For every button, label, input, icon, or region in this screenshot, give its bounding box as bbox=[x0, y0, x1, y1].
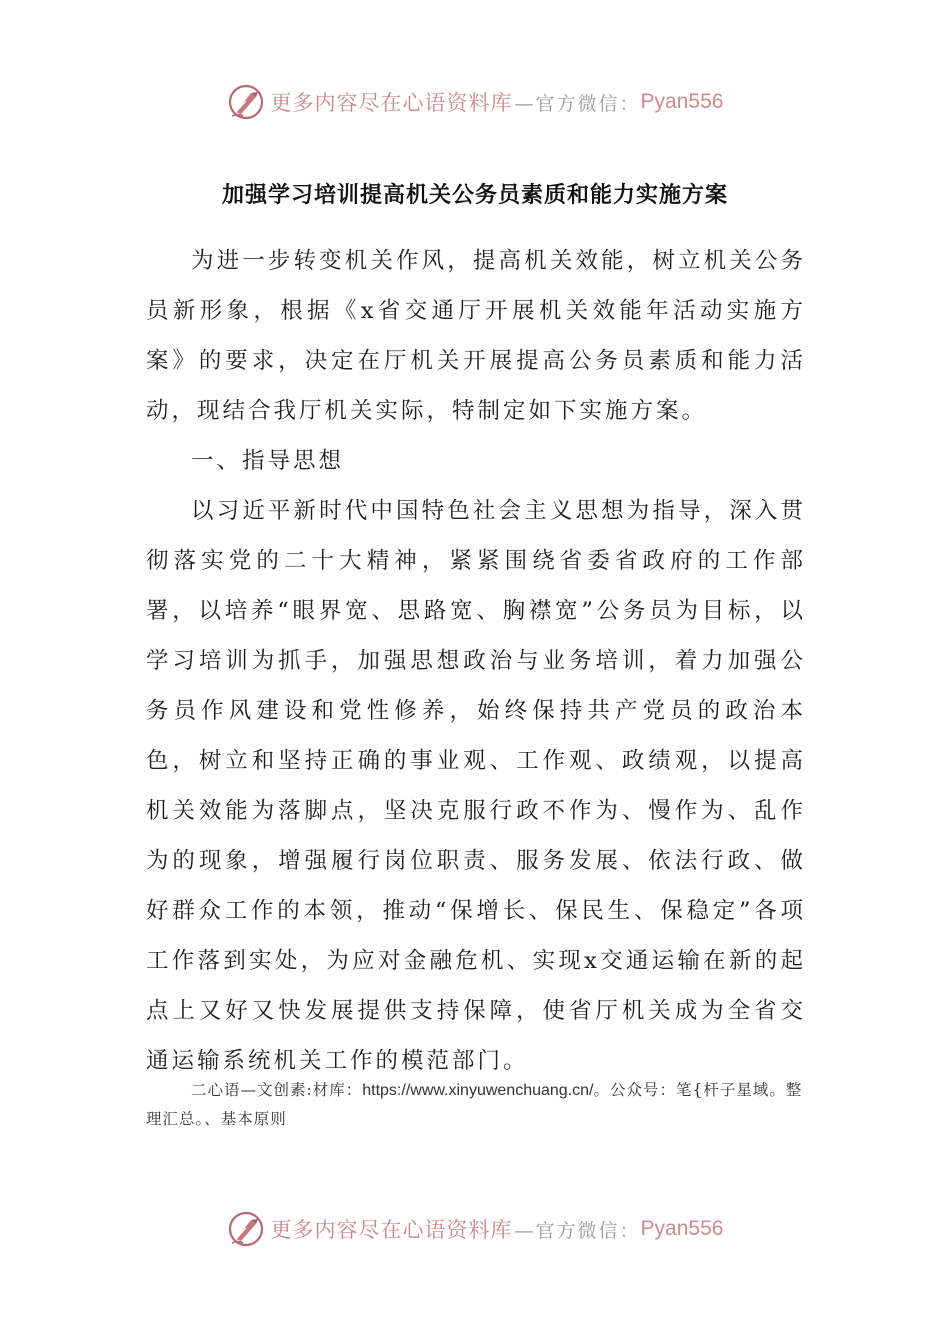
banner-wechat-id: Pyan556 bbox=[640, 90, 724, 113]
footer-banner bbox=[0, 1207, 950, 1251]
banner-sub-text: —官方微信： bbox=[514, 1219, 641, 1242]
banner-wechat-id: Pyan556 bbox=[640, 1217, 724, 1240]
header-banner bbox=[0, 80, 950, 124]
banner-main-text: 更多内容尽在心语资料库 bbox=[270, 91, 513, 115]
footnote-prefix: 二心语—文创素:材库： bbox=[191, 1081, 363, 1099]
source-footnote bbox=[146, 1076, 806, 1133]
footnote-suffix: 。公众号：笔{杆子星域。整理汇总。、基本原则 bbox=[146, 1081, 803, 1128]
section-body-guiding-ideology: 以习近平新时代中国特色社会主义思想为指导，深入贯彻落实党的二十大精神，紧紧围绕省委省政府的工作部署，以培养“眼界宽、思路宽、胸襟宽”公务员为目标，以学习培训为抓手，加强思想政治与业务培训，着力加强公务员作风建设和党性修养，始终保持共产党员的政治本色，树立和坚持正确的事业观、工作观、政绩观，以提高机关效能为落脚点，坚决克服行政不作为、慢作为、乱作为的现象，增强履行岗位职责、服务发展、依法行政、做好群众工作的本领，推动“保增长、保民生、保稳定”各项工作落到实处，为应对金融危机、实现x交通运输在新的起点上又好又快发展提供支持保障，使省厅机关成为全省交通运输系统机关工作的模范部门。 bbox=[146, 498, 806, 1074]
section-heading-guiding-ideology: 一、指导思想 bbox=[191, 448, 345, 474]
document-body bbox=[146, 236, 806, 1086]
intro-paragraph: 为进一步转变机关作风，提高机关效能，树立机关公务员新形象，根据《x省交通厅开展机关效能年活动实施方案》的要求，决定在厅机关开展提高公务员素质和能力活动，现结合我厅机关实际，特制定如下实施方案。 bbox=[146, 248, 806, 424]
banner-main-text: 更多内容尽在心语资料库 bbox=[270, 1218, 513, 1242]
pen-nib-circle-icon bbox=[227, 1210, 265, 1248]
footnote-url: https://www.xinyuwenchuang.cn/ bbox=[362, 1082, 594, 1099]
pen-nib-circle-icon bbox=[227, 83, 265, 121]
document-title: 加强学习培训提高机关公务员素质和能力实施方案 bbox=[221, 183, 728, 208]
banner-sub-text: —官方微信： bbox=[514, 92, 641, 115]
